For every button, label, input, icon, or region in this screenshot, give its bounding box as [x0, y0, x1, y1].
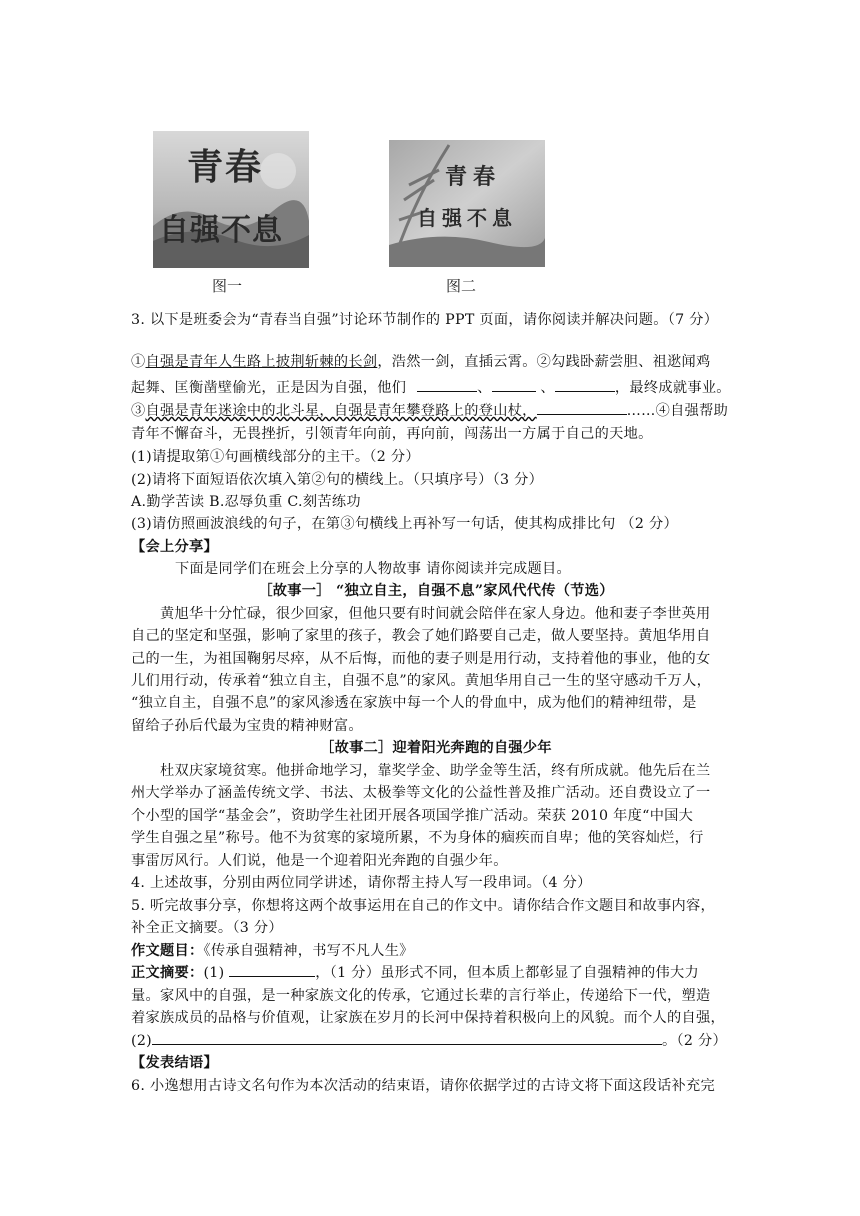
abstract-blank-2[interactable]: [152, 1030, 662, 1045]
abstract-row-1: [131, 962, 741, 984]
figure-one-image: [153, 131, 309, 268]
question-3-passage-line-1: [131, 351, 741, 373]
separator: 、: [540, 380, 555, 396]
question-4: 4. 上述故事，分别由两位同学讲述，请你帮主持人写一段串词。（4 分）: [131, 875, 592, 891]
abstract-text: ，（1 分）虽形式不同，但本质上都彰显了自强精神的伟大力: [315, 965, 699, 981]
question-3-options: A.勤学苦读 B.忍辱负重 C.刻苦练功: [131, 494, 361, 510]
abstract-index-2: (2): [131, 1033, 152, 1049]
question-3-sub-1: (1)请提取第①句画横线部分的主干。（2 分）: [131, 449, 420, 465]
passage-text: ……④自强帮助: [626, 403, 729, 419]
story-one-line: 黄旭华十分忙碌，很少回家，但他只要有时间就会陪伴在家人身边。他和妻子李世英用: [160, 606, 711, 622]
answer-blank-4[interactable]: [537, 400, 627, 415]
figure-one-title: 青春: [187, 146, 264, 188]
story-two-line: 州大学举办了涵盖传统文学、书法、太极拳等文化的公益性普及推广活动。还自费设立了一: [131, 785, 711, 801]
abstract-label: 正文摘要：: [131, 965, 204, 981]
story-one-line: 自己的坚定和坚强，影响了家里的孩子，教会了她们路要自己走，做人要坚持。黄旭华用自: [131, 628, 711, 644]
question-3-passage-line-3: [131, 400, 741, 422]
abstract-text: 。（2 分）: [662, 1033, 727, 1049]
separator: 、: [477, 380, 492, 396]
underlined-sentence: 自强是青年人生路上披荆斩棘的长剑: [145, 354, 378, 370]
abstract-index-1: (1): [203, 965, 230, 981]
passage-text: 起舞、匡衡凿壁偷光，正是因为自强，他们: [131, 380, 407, 396]
answer-blank-1[interactable]: [417, 377, 477, 392]
abstract-row-3: 着家族成员的品格与价值观，让家族在岁月的长河中保持着积极向上的风貌。而个人的自强，: [131, 1010, 725, 1026]
question-3-title: 3. 以下是班委会为“青春当自强”讨论环节制作的 PPT 页面，请你阅读并解决问题。（7 分）: [131, 312, 719, 328]
answer-blank-2[interactable]: [492, 377, 536, 392]
passage-text: ，浩然一剑，直插云霄。②勾践卧薪尝胆、祖逖闻鸡: [377, 354, 711, 370]
question-5-line-2: 补全正文摘要。（3 分）: [131, 920, 283, 936]
essay-title: 《传承自强精神，书写不凡人生》: [203, 943, 414, 959]
story-two-line: 学生自强之星”称号。他不为贫寒的家境所累，不为身体的痼疾而自卑；他的笑容灿烂，行: [131, 830, 704, 846]
passage-text: ，最终成就事业。: [614, 380, 731, 396]
question-3-passage-line-2: [131, 377, 741, 399]
wavy-underlined-sentence: 自强是青年迷途中的北斗星，自强是青年攀登路上的登山杖，: [145, 403, 537, 419]
section-heading-share: 【会上分享】: [131, 539, 218, 555]
story-two-line: 杜双庆家境贫寒。他拼命地学习，靠奖学金、助学金等生活，终有所成就。他先后在兰: [160, 763, 711, 779]
essay-title-label: 作文题目：: [131, 943, 204, 959]
story-one-line: “独立自主，自强不息”的家风渗透在家族中每一个人的骨血中，成为他们的精神纽带，是: [131, 695, 697, 711]
abstract-row-4: [131, 1030, 741, 1052]
share-intro: 下面是同学们在班会上分享的人物故事 请你阅读并完成题目。: [175, 561, 571, 577]
figure-two-image: [389, 140, 545, 267]
figure-two-caption: 图二: [446, 277, 477, 295]
section-heading-closing: 【发表结语】: [131, 1055, 218, 1071]
question-3-sub-3: (3)请仿照画波浪线的句子，在第③句横线上再补写一句话，使其构成排比句 （2 分）: [131, 516, 679, 532]
story-two-line: 个小型的国学“基金会”，资助学生社团开展各项国学推广活动。荣获 2010 年度“中国大: [131, 808, 694, 824]
question-6: 6. 小逸想用古诗文名句作为本次活动的结束语，请你依据学过的古诗文将下面这段话补充完: [131, 1078, 715, 1094]
story-one-line: 儿们用行动，传承着“独立自主，自强不息”的家风。黄旭华用自己一生的坚守感动千万人，: [131, 673, 712, 689]
figure-two-subtitle: 自强不息: [417, 206, 517, 230]
figure-one-subtitle: 自强不息: [159, 213, 283, 248]
abstract-row-2: 量。家风中的自强，是一种家族文化的传承，它通过长辈的言行举止，传递给下一代，塑造: [131, 988, 711, 1004]
abstract-blank-1[interactable]: [229, 962, 315, 977]
answer-blank-3[interactable]: [555, 377, 615, 392]
story-two-title: ［故事二］迎着阳光奔跑的自强少年: [320, 740, 552, 756]
story-one-title: ［故事一］ “独立自主，自强不息”家风代代传（节选）: [258, 583, 614, 599]
story-one-line: 己的一生，为祖国鞠躬尽瘁，从不后悔，而他的妻子则是用行动，支持着他的事业，他的女: [131, 651, 711, 667]
question-3-sub-2: (2)请将下面短语依次填入第②句的横线上。（只填序号）（3 分）: [131, 472, 544, 488]
figure-two-title: 青春: [445, 164, 502, 190]
essay-title-row: [131, 940, 741, 962]
question-3-passage-line-4: 青年不懈奋斗，无畏挫折，引领青年向前，再向前，闯荡出一方属于自己的天地。: [131, 426, 653, 442]
question-5-line-1: 5. 听完故事分享，你想将这两个故事运用在自己的作文中。请你结合作文题目和故事内容，: [131, 898, 715, 914]
story-one-line: 留给子孙后代最为宝贵的精神财富。: [131, 718, 363, 734]
sentence-number: ①: [131, 354, 146, 370]
figure-one-caption: 图一: [212, 277, 243, 295]
sentence-number: ③: [131, 403, 146, 419]
story-two-line: 事雷厉风行。人们说，他是一个迎着阳光奔跑的自强少年。: [131, 853, 508, 869]
